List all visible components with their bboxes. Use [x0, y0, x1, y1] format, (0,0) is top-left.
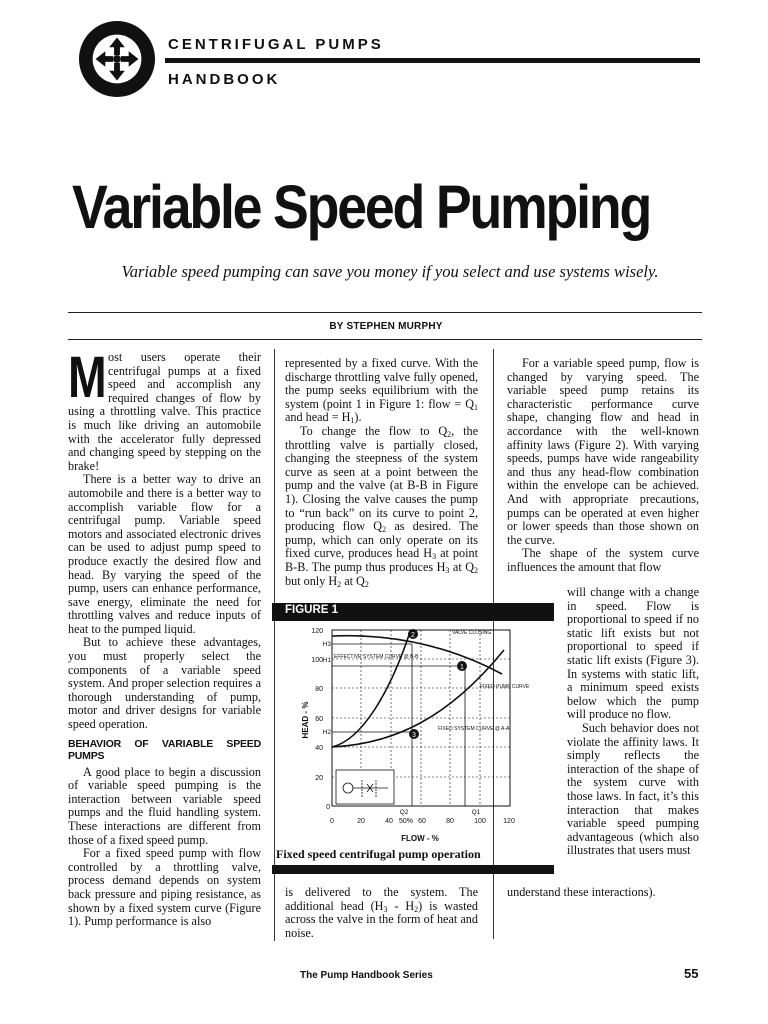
- section-heading: BEHAVIOR OF VARIABLE SPEED PUMPS: [68, 737, 261, 762]
- x-tick-label: 20: [357, 818, 365, 825]
- y-tick-label: 20: [315, 775, 323, 782]
- paragraph: For a fixed speed pump with flow controlled by a throttling valve, process demand depends on system back pressure and piping resistance, as shown by a fixed system curve (Figure 1). Pump performance is also: [68, 846, 261, 929]
- h-label: H3: [322, 641, 331, 648]
- x-tick-label: 0: [330, 818, 334, 825]
- paragraph: A good place to begin a discussion of variable speed pumping is the interaction between variable speed pumps and the fluid handling system. These interactions are different from those of a fixed speed pump.: [68, 764, 261, 847]
- paragraph: represented by a fixed curve. With the discharge throttling valve fully opened, the pump seeks equilibrium with the system (point 1 in Figure 1: flow = $Q_1$ and head = $H_1$).: [285, 356, 478, 426]
- y-tick-label: 0: [326, 804, 330, 811]
- h-label: H1: [322, 657, 331, 664]
- figure-label: FIGURE 1: [285, 604, 339, 616]
- y-tick-label: 100: [311, 657, 323, 664]
- article-title: Variable Speed Pumping: [72, 173, 651, 241]
- column-1: [68, 345, 261, 929]
- paragraph: But to achieve these advantages, you must properly select the components of a variable speed system. And proper selection requires a thorough understanding of pump, motor and driver designs for variable speed operation.: [68, 635, 261, 732]
- column-2: [285, 357, 478, 588]
- x-tick-label: 100: [474, 818, 486, 825]
- footer-series: The Pump Handbook Series: [300, 970, 433, 981]
- drop-cap: M: [68, 345, 107, 410]
- header-rule: [165, 58, 700, 63]
- paragraph: To change the flow to $Q_2$, the throttling valve is partially closed, changing the steepness of the system curve as seen at a point between the pump and the valve (at B-B in Figure 1). Closing the valve causes the pump to “run back” on its curve to point 2, producing flow $Q_2$ as desired. The pump, which can only operate on its fixed curve, produces head $H_3$ at point B-B. The pump thus produces $H_3$ at $Q_2$ but only $H_2$ at $Q_2$: [285, 423, 479, 589]
- q-label: Q1: [471, 809, 481, 816]
- paragraph: ost users operate their centrifugal pumps at a fixed speed and accomplish any required changes of flow by using a throttling valve. This practice is much like driving an automobile with the accelerator fully depressed and changing speed by stepping on the brake!: [68, 350, 261, 473]
- title-rule: [68, 312, 702, 313]
- x-axis-label: FLOW - %: [401, 834, 439, 843]
- y-tick-label: 40: [315, 745, 323, 752]
- x-tick-label: 80: [446, 818, 454, 825]
- x-tick-label: 50%: [398, 818, 414, 825]
- column-3-end: [507, 886, 699, 900]
- annotation-fixed-system-curve: FIXED SYSTEM CURVE @ A-A: [438, 726, 510, 732]
- annotation-fixed-pump-curve: FIXED PUMP CURVE: [480, 684, 530, 690]
- page-number: 55: [684, 966, 699, 981]
- paragraph: understand these interactions).: [507, 885, 656, 899]
- pump-schematic-icon: [336, 770, 394, 804]
- article-subtitle: Variable speed pumping can save you money if you select and use systems wisely.: [121, 262, 659, 281]
- y-tick-label: 120: [311, 628, 323, 635]
- paragraph: is delivered to the system. The additional head $(H_3 - H_2)$ is wasted across the valve in the form of heat and noise.: [285, 885, 478, 940]
- paragraph: The shape of the system curve influences the amount that flow: [507, 546, 699, 574]
- q-label: Q2: [399, 809, 409, 816]
- h-label: H2: [322, 729, 331, 736]
- point-label: 2: [411, 632, 415, 639]
- point-label: 3: [412, 732, 416, 739]
- series-subtitle: HANDBOOK: [168, 71, 281, 88]
- annotation-effective-curve: EFFECTIVE SYSTEM CURVE @ B-B: [334, 654, 419, 660]
- paragraph: There is a better way to drive an automobile and there is a better way to accomplish variable flow for a centrifugal pump. Variable speed motors and associated electronic drives can be used to adjust pump speed to produce exactly the desired flow and head. By varying the speed of the pump, users can enhance performance, save energy, eliminate the need for throttling valves and reduce inputs of heat to the pumped liquid.: [68, 472, 261, 636]
- x-tick-label: 40: [385, 818, 393, 825]
- figure-1-chart: [272, 622, 554, 844]
- y-tick-label: 80: [315, 686, 323, 693]
- point-label: 1: [460, 664, 464, 671]
- byline: BY STEPHEN MURPHY: [329, 321, 443, 332]
- paragraph: will change with a change in speed. Flow is proportional to speed if no static lift exists but not proportional to speed if static lift exists (Figure 3). In systems with static lift, a minimum speed exists below which the pump will produce no flow.: [567, 585, 699, 722]
- y-tick-label: 60: [315, 716, 323, 723]
- figure-bottom-bar: [272, 865, 554, 874]
- pump-impeller-logo-icon: [78, 20, 156, 98]
- x-tick-label: 60: [418, 818, 426, 825]
- column-3: [507, 357, 699, 575]
- x-tick-label: 120: [503, 818, 515, 825]
- figure-caption: Fixed speed centrifugal pump operation: [276, 847, 481, 861]
- column-3-wrapped: [567, 586, 699, 858]
- series-title: CENTRIFUGAL PUMPS: [168, 36, 384, 53]
- paragraph: For a variable speed pump, flow is changed by varying speed. The variable speed pump retains its characteristic performance curve shape, changing flow and head in accordance with the well-known affinity laws (Figure 2). With varying speeds, pumps have wide rangeability and thus any head-flow combination within the envelope can be achieved. And with appropriate precautions, pumps can be operated at even higher or lower speeds than those shown on the curve.: [507, 356, 699, 547]
- y-axis-label: HEAD - %: [301, 701, 310, 739]
- byline-rule: [68, 339, 702, 340]
- paragraph: Such behavior does not violate the affinity laws. It simply reflects the interaction of the shape of the system curve with those laws. In fact, it’s this interaction that makes variable speed pumping advantageous (which also illustrates that users must: [567, 720, 699, 858]
- annotation-valve-closing: VALVE CLOSING: [452, 630, 492, 636]
- column-2-continued: [285, 886, 478, 940]
